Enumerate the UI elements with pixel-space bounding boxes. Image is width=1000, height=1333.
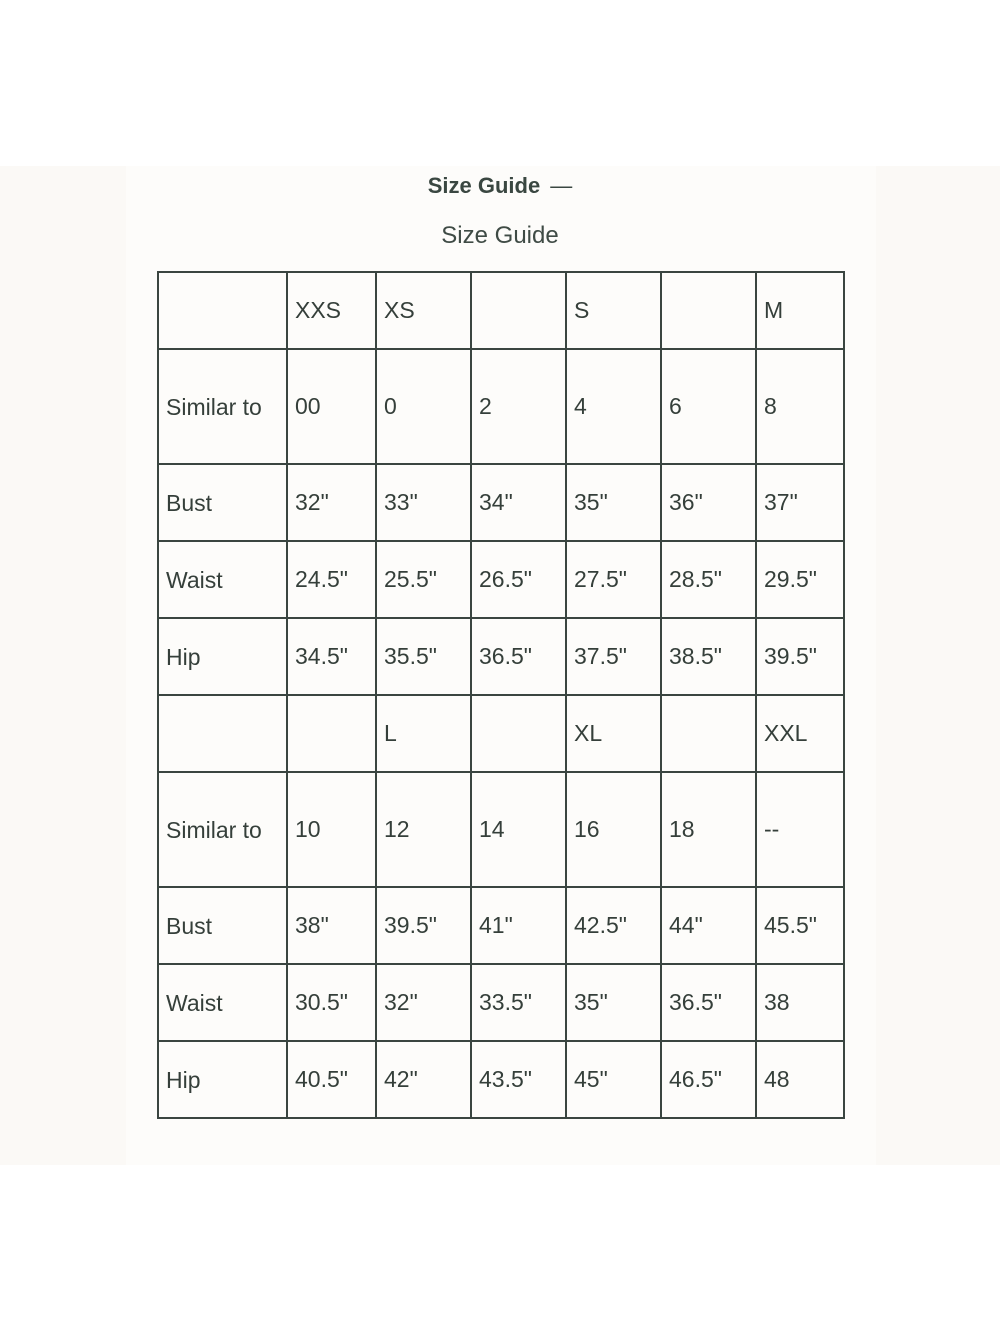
table-cell: 16 [566, 772, 661, 887]
table-cell: 28.5" [661, 541, 756, 618]
similar-to-row [158, 772, 844, 887]
table-cell: 35" [566, 464, 661, 541]
row-label [158, 272, 287, 349]
table-cell: 45.5" [756, 887, 844, 964]
table-cell: 33" [376, 464, 471, 541]
row-label: Bust [158, 464, 287, 541]
table-cell: 41" [471, 887, 566, 964]
table-cell: 44" [661, 887, 756, 964]
table-cell: 2 [471, 349, 566, 464]
table-cell: XS [376, 272, 471, 349]
table-cell: 24.5" [287, 541, 376, 618]
table-cell: 18 [661, 772, 756, 887]
table-cell: 46.5" [661, 1041, 756, 1118]
waist-row [158, 541, 844, 618]
size-header-row [158, 272, 844, 349]
table-cell: 34" [471, 464, 566, 541]
table-cell [661, 695, 756, 772]
table-cell: 0 [376, 349, 471, 464]
table-cell [471, 695, 566, 772]
size-guide-toggle-label: Size Guide [427, 173, 541, 198]
table-cell: 25.5" [376, 541, 471, 618]
table-cell: 37.5" [566, 618, 661, 695]
table-cell: 10 [287, 772, 376, 887]
size-table [157, 271, 845, 1119]
table-cell: XXL [756, 695, 844, 772]
table-cell: 8 [756, 349, 844, 464]
row-label: Waist [158, 541, 287, 618]
table-cell: 43.5" [471, 1041, 566, 1118]
table-cell: M [756, 272, 844, 349]
row-label [158, 695, 287, 772]
row-label: Similar to [158, 349, 287, 464]
table-cell: XXS [287, 272, 376, 349]
row-label: Similar to [158, 772, 287, 887]
table-cell: 42" [376, 1041, 471, 1118]
table-cell: 40.5" [287, 1041, 376, 1118]
table-cell: 45" [566, 1041, 661, 1118]
waist-row [158, 964, 844, 1041]
table-cell: S [566, 272, 661, 349]
table-cell: 39.5" [376, 887, 471, 964]
similar-to-row [158, 349, 844, 464]
table-cell: 27.5" [566, 541, 661, 618]
table-cell: 35" [566, 964, 661, 1041]
bust-row [158, 464, 844, 541]
table-cell: 38 [756, 964, 844, 1041]
size-guide-title: Size Guide [441, 222, 559, 249]
size-header-row [158, 695, 844, 772]
row-label: Waist [158, 964, 287, 1041]
table-cell: 37" [756, 464, 844, 541]
hip-row [158, 1041, 844, 1118]
table-cell: 30.5" [287, 964, 376, 1041]
table-cell [661, 272, 756, 349]
row-label: Bust [158, 887, 287, 964]
table-cell: 14 [471, 772, 566, 887]
table-cell: 00 [287, 349, 376, 464]
table-cell: 38.5" [661, 618, 756, 695]
table-cell: 29.5" [756, 541, 844, 618]
table-cell: 4 [566, 349, 661, 464]
table-cell: 42.5" [566, 887, 661, 964]
table-cell [471, 272, 566, 349]
table-cell: 36.5" [471, 618, 566, 695]
collapse-icon: — [550, 173, 573, 198]
table-cell: 26.5" [471, 541, 566, 618]
table-cell: 36" [661, 464, 756, 541]
row-label: Hip [158, 618, 287, 695]
table-cell: 38" [287, 887, 376, 964]
table-cell: 35.5" [376, 618, 471, 695]
table-cell: 33.5" [471, 964, 566, 1041]
table-cell: 34.5" [287, 618, 376, 695]
size-guide-accordion-toggle[interactable] [0, 173, 1000, 199]
row-label: Hip [158, 1041, 287, 1118]
table-cell [287, 695, 376, 772]
table-cell: L [376, 695, 471, 772]
hip-row [158, 618, 844, 695]
table-cell: 6 [661, 349, 756, 464]
table-cell: 32" [287, 464, 376, 541]
bust-row [158, 887, 844, 964]
table-cell: 48 [756, 1041, 844, 1118]
table-cell: 36.5" [661, 964, 756, 1041]
table-cell: 12 [376, 772, 471, 887]
table-cell: -- [756, 772, 844, 887]
table-cell: XL [566, 695, 661, 772]
table-cell: 39.5" [756, 618, 844, 695]
table-cell: 32" [376, 964, 471, 1041]
